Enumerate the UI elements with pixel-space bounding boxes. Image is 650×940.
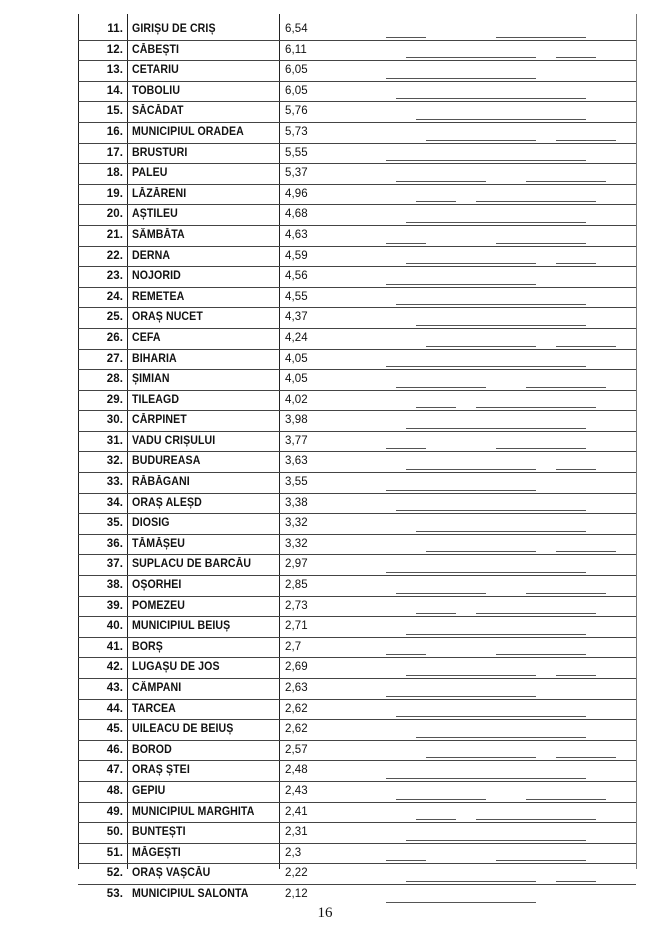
blank-line-mark [396,510,586,511]
locality-name: TĂMĂȘEU [132,537,185,550]
table-row [78,144,636,165]
table-row [78,617,636,638]
locality-name: TARCEA [132,702,176,715]
blank-line-mark [406,881,536,882]
row-number: 26. [106,331,123,344]
blank-line-mark [386,572,586,573]
locality-name: MUNICIPIUL ORADEA [132,125,244,138]
blank-line-mark [406,428,586,429]
locality-value: 2,41 [285,805,308,818]
blank-line-mark [386,654,426,655]
blank-line-mark [476,819,596,820]
blank-line-mark [416,531,586,532]
table-row [78,638,636,659]
locality-name: GEPIU [132,784,166,797]
blank-line-mark [496,243,586,244]
row-number: 12. [106,43,123,56]
table-row [78,473,636,494]
table-row [78,885,636,905]
locality-name: BORȘ [132,640,163,653]
blank-line-mark [476,407,596,408]
row-number: 25. [106,311,123,324]
table-row [78,494,636,515]
locality-value: 2,43 [285,784,308,797]
locality-value: 2,71 [285,620,308,633]
row-number: 29. [106,393,123,406]
locality-value: 3,77 [285,434,308,447]
locality-value: 6,11 [285,43,307,56]
row-number: 13. [106,64,123,77]
table-row [78,308,636,329]
blank-line-mark [496,860,586,861]
table-row [78,514,636,535]
locality-value: 2,7 [285,640,302,653]
locality-value: 2,31 [285,826,308,839]
locality-value: 3,38 [285,496,308,509]
row-number: 43. [106,682,123,694]
blank-line-mark [386,366,586,367]
blank-line-mark [416,737,586,738]
blank-line-mark [556,675,596,676]
blank-line-mark [396,716,586,717]
locality-value: 3,98 [285,414,308,427]
blank-line-mark [386,448,426,449]
locality-value: 4,24 [285,331,308,344]
blank-line-mark [386,284,536,285]
locality-value: 3,32 [285,517,308,530]
blank-line-mark [386,778,586,779]
row-number: 36. [106,537,123,550]
locality-name: GIRIȘU DE CRIȘ [132,23,216,35]
blank-line-mark [476,201,596,202]
row-number: 42. [106,661,123,674]
locality-value: 2,57 [285,743,308,756]
locality-value: 2,85 [285,579,308,592]
locality-value: 6,05 [285,84,308,97]
row-number: 39. [106,599,123,612]
blank-line-mark [556,57,596,58]
locality-value: 4,05 [285,352,308,365]
locality-name: ORAȘ NUCET [132,311,203,324]
locality-value: 2,48 [285,764,308,777]
blank-line-mark [406,675,536,676]
locality-value: 4,56 [285,270,308,283]
blank-line-mark [556,346,616,347]
locality-name: BIHARIA [132,352,177,365]
blank-line-mark [396,799,486,800]
table-row [78,350,636,371]
locality-value: 3,63 [285,455,308,468]
locality-value: 6,54 [285,23,308,35]
locality-name: RĂBĂGANI [132,476,190,489]
table-row [78,761,636,782]
locality-name: BUNTEȘTI [132,826,186,839]
row-number: 51. [106,846,123,859]
blank-line-mark [386,37,426,38]
row-number: 20. [106,208,123,221]
locality-name: DIOSIG [132,517,170,530]
table-row [78,864,636,885]
locality-value: 5,37 [285,167,308,180]
blank-line-mark [386,860,426,861]
locality-value: 3,32 [285,537,308,550]
locality-name: BUDUREASA [132,455,201,468]
blank-line-mark [556,551,616,552]
table-row [78,782,636,803]
locality-name: AȘTILEU [132,208,178,221]
blank-line-mark [526,593,606,594]
locality-value: 2,62 [285,702,308,715]
table-row [78,700,636,721]
locality-value: 4,55 [285,290,308,303]
locality-value: 6,05 [285,64,308,77]
blank-line-mark [416,407,456,408]
blank-line-mark [386,243,426,244]
table-row [78,205,636,226]
table-row [78,452,636,473]
locality-name: PALEU [132,167,168,180]
locality-name: CĂRPINET [132,414,187,427]
table-row [78,288,636,309]
row-number: 32. [106,455,123,468]
locality-value: 3,55 [285,476,308,489]
table-row [78,370,636,391]
locality-name: LUGAȘU DE JOS [132,661,220,674]
row-number: 47. [106,764,123,777]
table-row [78,720,636,741]
row-number: 44. [106,702,123,715]
row-number: 19. [106,187,123,200]
blank-line-mark [406,840,586,841]
table-row [78,329,636,350]
blank-line-mark [386,490,536,491]
row-number: 22. [106,249,123,262]
locality-value: 5,73 [285,125,308,138]
locality-name: NOJORID [132,270,181,283]
row-number: 46. [106,743,123,756]
locality-value: 2,12 [285,887,308,900]
row-number: 49. [106,805,123,818]
blank-line-mark [556,881,596,882]
table-row [78,164,636,185]
locality-name: CETARIU [132,64,179,77]
table-row [78,597,636,618]
blank-line-mark [416,819,456,820]
locality-value: 4,59 [285,249,308,262]
blank-line-mark [526,799,606,800]
table-row [78,741,636,762]
row-number: 37. [106,558,123,571]
page-number: 16 [317,905,333,921]
row-number: 14. [106,84,123,97]
blank-line-mark [526,387,606,388]
row-number: 11. [107,23,123,35]
table-row [78,803,636,824]
locality-name: DERNA [132,249,171,262]
table-row [78,82,636,103]
locality-name: TOBOLIU [132,84,181,97]
table-row [78,432,636,453]
row-number: 31. [106,434,123,447]
blank-line-mark [386,160,586,161]
locality-name: POMEZEU [132,599,185,612]
row-number: 30. [106,414,123,427]
locality-value: 2,69 [285,661,308,674]
locality-value: 2,3 [285,846,302,859]
locality-name: SĂCĂDAT [132,105,184,118]
row-number: 28. [106,373,123,386]
blank-line-mark [476,613,596,614]
blank-line-mark [406,469,536,470]
locality-name: UILEACU DE BEIUȘ [132,723,234,736]
locality-name: CĂBEȘTI [132,43,180,56]
table-row [78,679,636,700]
blank-line-mark [386,902,536,903]
table-row [78,102,636,123]
locality-value: 2,63 [285,682,308,694]
blank-line-mark [416,119,586,120]
row-number: 33. [106,476,123,489]
blank-line-mark [396,593,486,594]
row-number: 34. [106,496,123,509]
table-row [78,844,636,865]
locality-name: ORAȘ ȘTEI [132,764,190,777]
blank-line-mark [426,757,536,758]
blank-line-mark [556,263,596,264]
locality-name: MUNICIPIUL SALONTA [132,887,249,900]
locality-name: ORAȘ ALEȘD [132,496,202,509]
table-row [78,391,636,412]
locality-value: 4,05 [285,373,308,386]
table-row [78,823,636,844]
table-border-right [636,14,637,869]
blank-line-mark [396,181,486,182]
blank-line-mark [406,222,586,223]
locality-value: 2,73 [285,599,308,612]
row-number: 53. [106,887,123,900]
blank-line-mark [406,57,536,58]
locality-name: SUPLACU DE BARCĂU [132,558,252,571]
table-row [78,658,636,679]
locality-value: 2,62 [285,723,308,736]
table-row [78,535,636,556]
locality-value: 4,68 [285,208,308,221]
blank-line-mark [426,551,536,552]
row-number: 38. [106,579,123,592]
locality-name: TILEAGD [132,393,180,406]
row-number: 24. [106,290,123,303]
blank-line-mark [396,387,486,388]
locality-name: BOROD [132,743,172,756]
blank-line-mark [386,78,536,79]
row-number: 18. [106,167,123,180]
table-row [78,247,636,268]
locality-value: 2,97 [285,558,308,571]
row-number: 15. [106,105,123,118]
locality-value: 5,76 [285,105,308,118]
row-number: 40. [106,620,123,633]
blank-line-mark [496,37,586,38]
row-number: 35. [106,517,123,530]
row-number: 17. [106,146,123,159]
blank-line-mark [556,140,616,141]
table-row [78,411,636,432]
locality-name: OȘORHEI [132,579,182,592]
table-row [78,226,636,247]
row-number: 50. [106,826,123,839]
locality-value: 4,02 [285,393,308,406]
locality-name: REMETEA [132,290,185,303]
locality-value: 4,96 [285,187,308,200]
locality-name: MUNICIPIUL BEIUȘ [132,620,231,633]
row-number: 41. [106,640,123,653]
row-number: 16. [106,125,123,138]
blank-line-mark [426,346,536,347]
table-row [78,267,636,288]
table-row [78,20,636,41]
locality-name: CÂMPANI [132,682,182,694]
row-number: 52. [106,867,123,880]
row-number: 21. [106,228,123,241]
table-row [78,185,636,206]
blank-line-mark [526,181,606,182]
locality-name: VADU CRIȘULUI [132,434,216,447]
blank-line-mark [496,448,586,449]
row-number: 23. [106,270,123,283]
table-row [78,123,636,144]
row-number: 48. [106,784,123,797]
blank-line-mark [496,654,586,655]
blank-line-mark [556,469,596,470]
locality-value: 5,55 [285,146,308,159]
row-number: 45. [106,723,123,736]
locality-name: MĂGEȘTI [132,846,181,859]
table-row [78,41,636,62]
blank-line-mark [406,263,536,264]
locality-name: SÂMBĂTA [132,228,185,241]
table-row [78,555,636,576]
locality-name: ȘIMIAN [132,373,170,386]
locality-name: BRUSTURI [132,146,188,159]
locality-name: LĂZĂRENI [132,187,187,200]
blank-line-mark [556,757,616,758]
locality-value: 4,63 [285,228,308,241]
blank-line-mark [416,201,456,202]
blank-line-mark [416,325,586,326]
table-row [78,576,636,597]
locality-name: MUNICIPIUL MARGHITA [132,805,255,818]
locality-value: 4,37 [285,311,308,324]
locality-name: ORAȘ VAȘCĂU [132,867,211,880]
blank-line-mark [396,98,586,99]
blank-line-mark [416,613,456,614]
ranking-table [78,20,636,905]
blank-line-mark [396,304,586,305]
locality-value: 2,22 [285,867,308,880]
blank-line-mark [406,634,586,635]
blank-line-mark [426,140,536,141]
row-number: 27. [106,352,123,365]
locality-name: CEFA [132,331,161,344]
table-row [78,61,636,82]
blank-line-mark [386,696,536,697]
